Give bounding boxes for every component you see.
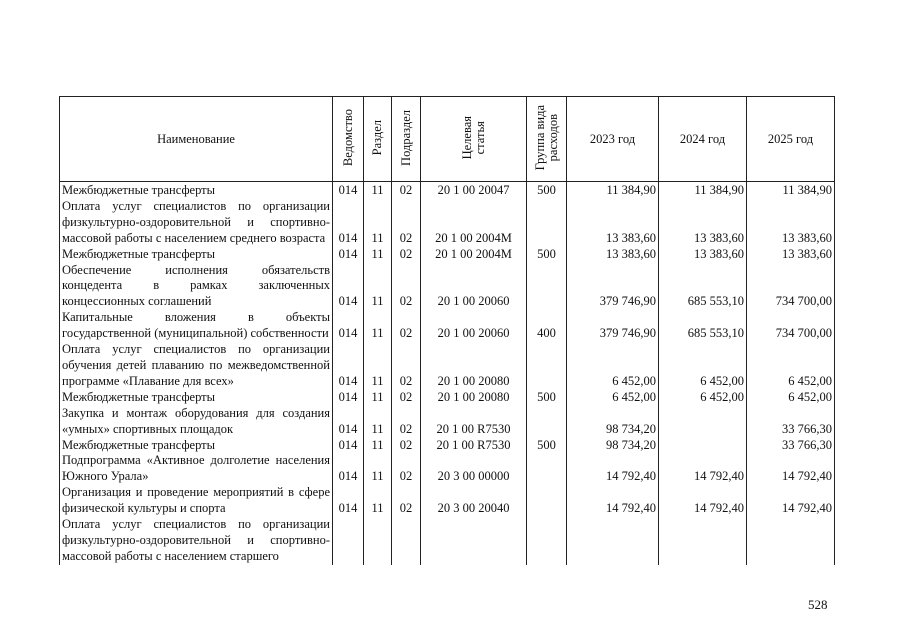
header-group: Группа вида расходов xyxy=(527,97,567,182)
row-target: 20 1 00 2004М xyxy=(421,247,527,263)
table-row xyxy=(60,485,835,517)
row-2023: 13 383,60 xyxy=(567,247,659,263)
header-razdel: Раздел xyxy=(364,97,392,182)
row-2024: 14 792,40 xyxy=(659,453,747,485)
row-2023: 11 384,90 xyxy=(567,182,659,199)
row-razdel: 11 xyxy=(364,406,392,438)
row-2025: 14 792,40 xyxy=(747,453,835,485)
table-row xyxy=(60,247,835,263)
row-razdel: 11 xyxy=(364,247,392,263)
row-2025: 6 452,00 xyxy=(747,390,835,406)
header-name: Наименование xyxy=(60,97,333,182)
row-2025: 33 766,30 xyxy=(747,406,835,438)
row-2024: 11 384,90 xyxy=(659,182,747,199)
header-row xyxy=(60,97,835,182)
row-podrazdel: 02 xyxy=(392,390,421,406)
row-group xyxy=(527,342,567,390)
row-2025 xyxy=(747,517,835,565)
header-target: Целевая статья xyxy=(421,97,527,182)
row-2025: 734 700,00 xyxy=(747,310,835,342)
row-razdel: 11 xyxy=(364,182,392,199)
row-2024: 6 452,00 xyxy=(659,390,747,406)
row-2025: 6 452,00 xyxy=(747,342,835,390)
row-razdel xyxy=(364,517,392,565)
header-podrazdel: Подраздел xyxy=(392,97,421,182)
row-podrazdel: 02 xyxy=(392,247,421,263)
row-group: 500 xyxy=(527,390,567,406)
row-2025: 14 792,40 xyxy=(747,485,835,517)
row-target: 20 1 00 R7530 xyxy=(421,406,527,438)
row-2023: 98 734,20 xyxy=(567,406,659,438)
table-row xyxy=(60,453,835,485)
table-row xyxy=(60,199,835,247)
row-group xyxy=(527,453,567,485)
row-group: 500 xyxy=(527,182,567,199)
table-row xyxy=(60,310,835,342)
row-name: Закупка и монтаж оборудования для создания «умных» спортивных площадок xyxy=(60,406,333,438)
budget-table xyxy=(59,96,835,565)
row-2025: 13 383,60 xyxy=(747,247,835,263)
row-name: Оплата услуг специалистов по организации физкультурно-оздоровительной и спортивно-массовой работы с населением старшего xyxy=(60,517,333,565)
table-row xyxy=(60,517,835,565)
row-vedomstvo: 014 xyxy=(333,199,364,247)
row-name: Подпрограмма «Активное долголетие населения Южного Урала» xyxy=(60,453,333,485)
row-target: 20 1 00 20060 xyxy=(421,263,527,311)
row-razdel: 11 xyxy=(364,390,392,406)
row-2024: 13 383,60 xyxy=(659,247,747,263)
row-razdel: 11 xyxy=(364,342,392,390)
row-2023: 14 792,40 xyxy=(567,453,659,485)
row-vedomstvo: 014 xyxy=(333,390,364,406)
row-target: 20 1 00 20080 xyxy=(421,342,527,390)
row-name: Обеспечение исполнения обязательств концедента в рамках заключенных концессионных соглашений xyxy=(60,263,333,311)
row-razdel: 11 xyxy=(364,453,392,485)
row-2024: 685 553,10 xyxy=(659,310,747,342)
row-group xyxy=(527,199,567,247)
header-vedomstvo: Ведомство xyxy=(333,97,364,182)
row-vedomstvo: 014 xyxy=(333,182,364,199)
row-name: Межбюджетные трансферты xyxy=(60,390,333,406)
row-name: Капитальные вложения в объекты государственной (муниципальной) собственности xyxy=(60,310,333,342)
row-target: 20 3 00 20040 xyxy=(421,485,527,517)
row-2023: 6 452,00 xyxy=(567,390,659,406)
table-row xyxy=(60,263,835,311)
row-target: 20 1 00 R7530 xyxy=(421,438,527,454)
row-podrazdel: 02 xyxy=(392,406,421,438)
row-vedomstvo: 014 xyxy=(333,342,364,390)
row-2024: 685 553,10 xyxy=(659,263,747,311)
row-vedomstvo: 014 xyxy=(333,247,364,263)
row-vedomstvo: 014 xyxy=(333,263,364,311)
row-2025: 11 384,90 xyxy=(747,182,835,199)
row-vedomstvo: 014 xyxy=(333,485,364,517)
row-group xyxy=(527,263,567,311)
table-row xyxy=(60,438,835,454)
table-row xyxy=(60,390,835,406)
header-2023: 2023 год xyxy=(567,97,659,182)
table-row xyxy=(60,406,835,438)
row-podrazdel xyxy=(392,517,421,565)
row-2025: 13 383,60 xyxy=(747,199,835,247)
row-name: Межбюджетные трансферты xyxy=(60,438,333,454)
row-2025: 734 700,00 xyxy=(747,263,835,311)
row-name: Оплата услуг специалистов по организации обучения детей плаванию по межведомственной программе «Плавание для всех» xyxy=(60,342,333,390)
row-group xyxy=(527,485,567,517)
row-2024 xyxy=(659,438,747,454)
row-razdel: 11 xyxy=(364,438,392,454)
row-podrazdel: 02 xyxy=(392,342,421,390)
row-2024 xyxy=(659,406,747,438)
page-number: 528 xyxy=(808,597,828,612)
row-name: Организация и проведение мероприятий в сфере физической культуры и спорта xyxy=(60,485,333,517)
row-vedomstvo: 014 xyxy=(333,310,364,342)
row-target: 20 1 00 20047 xyxy=(421,182,527,199)
row-target xyxy=(421,517,527,565)
table-row xyxy=(60,182,835,199)
row-podrazdel: 02 xyxy=(392,263,421,311)
row-group xyxy=(527,517,567,565)
row-2024: 14 792,40 xyxy=(659,485,747,517)
row-razdel: 11 xyxy=(364,485,392,517)
row-vedomstvo xyxy=(333,517,364,565)
row-2024: 6 452,00 xyxy=(659,342,747,390)
row-2023: 379 746,90 xyxy=(567,310,659,342)
row-2023: 13 383,60 xyxy=(567,199,659,247)
row-name: Межбюджетные трансферты xyxy=(60,182,333,199)
row-podrazdel: 02 xyxy=(392,182,421,199)
header-2024: 2024 год xyxy=(659,97,747,182)
row-razdel: 11 xyxy=(364,199,392,247)
row-group: 500 xyxy=(527,247,567,263)
row-podrazdel: 02 xyxy=(392,310,421,342)
row-target: 20 3 00 00000 xyxy=(421,453,527,485)
row-2023: 14 792,40 xyxy=(567,485,659,517)
row-razdel: 11 xyxy=(364,310,392,342)
row-name: Оплата услуг специалистов по организации физкультурно-оздоровительной и спортивно-массовой работы с населением среднего возраста xyxy=(60,199,333,247)
row-2023: 98 734,20 xyxy=(567,438,659,454)
row-vedomstvo: 014 xyxy=(333,438,364,454)
row-2024: 13 383,60 xyxy=(659,199,747,247)
row-2023: 379 746,90 xyxy=(567,263,659,311)
row-vedomstvo: 014 xyxy=(333,453,364,485)
row-target: 20 1 00 20060 xyxy=(421,310,527,342)
row-razdel: 11 xyxy=(364,263,392,311)
row-target: 20 1 00 2004М xyxy=(421,199,527,247)
row-podrazdel: 02 xyxy=(392,438,421,454)
row-podrazdel: 02 xyxy=(392,453,421,485)
row-podrazdel: 02 xyxy=(392,485,421,517)
table-row xyxy=(60,342,835,390)
row-name: Межбюджетные трансферты xyxy=(60,247,333,263)
row-2024 xyxy=(659,517,747,565)
row-2023: 6 452,00 xyxy=(567,342,659,390)
row-group: 500 xyxy=(527,438,567,454)
row-group xyxy=(527,406,567,438)
row-2025: 33 766,30 xyxy=(747,438,835,454)
header-2025: 2025 год xyxy=(747,97,835,182)
row-2023 xyxy=(567,517,659,565)
row-target: 20 1 00 20080 xyxy=(421,390,527,406)
row-vedomstvo: 014 xyxy=(333,406,364,438)
row-group: 400 xyxy=(527,310,567,342)
row-podrazdel: 02 xyxy=(392,199,421,247)
